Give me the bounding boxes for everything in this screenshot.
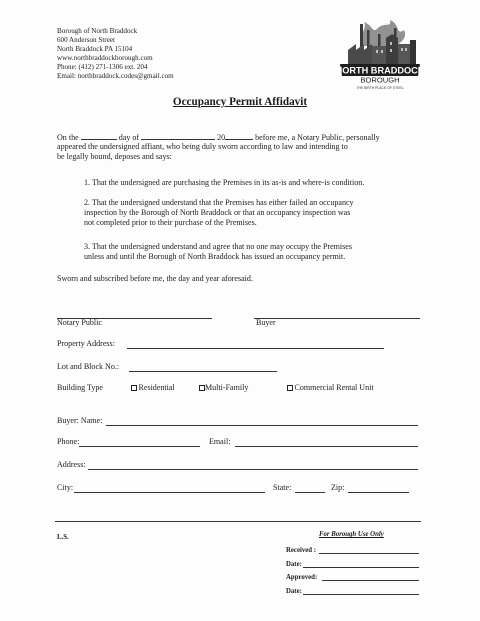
intro-line-3: be legally bound, deposes and says: <box>57 152 172 161</box>
intro-line-2: appeared the undersigned affiant, who being duly sworn according to law and intending to <box>57 142 348 151</box>
lot-block-field[interactable] <box>129 371 277 372</box>
date-1-field[interactable] <box>303 567 419 568</box>
borough-logo <box>334 16 426 91</box>
address-field[interactable] <box>88 469 418 470</box>
paragraph-2-line-3: not completed prior to their purchase of the Premises. <box>84 218 257 227</box>
email-label: Email: <box>209 437 231 446</box>
property-address-field[interactable] <box>127 348 384 349</box>
day-blank[interactable] <box>81 132 117 140</box>
multi-family-label: Multi-Family <box>205 383 249 392</box>
state-field[interactable] <box>295 492 325 493</box>
received-field[interactable] <box>319 553 419 554</box>
zip-label: Zip: <box>331 483 345 492</box>
residential-option[interactable] <box>131 383 175 394</box>
multi-family-checkbox[interactable] <box>199 385 205 391</box>
paragraph-3-line-1: 3. That the undersigned understand and agree that no one may occupy the Premises <box>84 242 353 251</box>
building-type-label: Building Type <box>57 383 104 392</box>
multi-family-option[interactable] <box>199 383 248 394</box>
paragraph-2-line-2: inspection by the Borough of North Braddock or that an occupancy inspection was <box>84 208 351 217</box>
buyer-signature-line[interactable] <box>254 318 420 319</box>
property-address-label: Property Address: <box>57 339 115 348</box>
address-line-website: www.northbraddockborough.com <box>57 54 153 63</box>
email-field[interactable] <box>235 446 418 447</box>
year-blank[interactable] <box>225 132 253 140</box>
notary-label: Notary Public <box>57 318 102 327</box>
date-1-label: Date: <box>286 561 302 568</box>
logo-tagline: THE BIRTH PLACE OF STEEL <box>356 86 404 90</box>
phone-field[interactable] <box>79 446 200 447</box>
intro-line1-rest: before me, a Notary Public, personally <box>255 133 380 142</box>
buyer-name-field[interactable] <box>106 425 418 426</box>
buyer-label: Buyer <box>256 318 276 327</box>
separator-line <box>55 521 421 522</box>
borough-logo-graphic <box>334 16 426 91</box>
buyer-name-label: Buyer: Name: <box>57 416 103 425</box>
address-line-street: 600 Anderson Street <box>57 36 115 45</box>
borough-use-heading: For Borough Use Only <box>319 531 384 538</box>
approved-label: Approved: <box>286 574 318 581</box>
commercial-option[interactable] <box>287 383 374 394</box>
ls-label: L.S. <box>57 534 69 541</box>
commercial-label: Commercial Rental Unit <box>294 383 374 392</box>
intro-day-of: day of <box>118 133 140 142</box>
paragraph-2-line-1: 2. That the undersigned understand that the Premises has either failed an occupancy <box>84 198 354 207</box>
received-label: Received : <box>286 547 317 554</box>
address-line-email: Email: northbraddock.codes@gmail.com <box>57 72 174 81</box>
document-title: Occupancy Permit Affidavit <box>172 96 308 108</box>
city-label: City: <box>57 483 74 492</box>
address-label: Address: <box>57 460 86 469</box>
date-2-label: Date: <box>286 588 302 595</box>
date-2-field[interactable] <box>303 594 419 595</box>
address-line-city: North Braddock PA 15104 <box>57 45 133 54</box>
lot-block-label: Lot and Block No.: <box>57 362 120 371</box>
city-field[interactable] <box>74 492 265 493</box>
header-address-block <box>57 27 174 82</box>
phone-label: Phone: <box>57 437 80 446</box>
address-line-borough: Borough of North Braddock <box>57 27 138 35</box>
residential-label: Residential <box>138 383 175 392</box>
paragraph-3-line-2: unless and until the Borough of North Braddock has issued an occupancy permit. <box>84 252 346 261</box>
state-label: State: <box>273 483 292 492</box>
approved-field[interactable] <box>322 580 419 581</box>
intro-year-prefix: 20 <box>217 133 226 142</box>
sworn-statement: Sworn and subscribed before me, the day and year aforesaid. <box>57 274 253 283</box>
commercial-checkbox[interactable] <box>287 385 293 391</box>
paragraph-1-line-1: 1. That the undersigned are purchasing the Premises in its as-is and where-is condition. <box>84 178 365 187</box>
address-line-phone: Phone: (412) 271-1306 ext. 204 <box>57 63 148 72</box>
intro-on-the: On the <box>57 133 79 142</box>
residential-checkbox[interactable] <box>131 385 137 391</box>
logo-name-line1: NORTH BRADDOCK <box>335 65 425 76</box>
zip-field[interactable] <box>348 492 409 493</box>
month-blank[interactable] <box>141 132 215 140</box>
logo-name-line2: BOROUGH <box>360 75 400 85</box>
